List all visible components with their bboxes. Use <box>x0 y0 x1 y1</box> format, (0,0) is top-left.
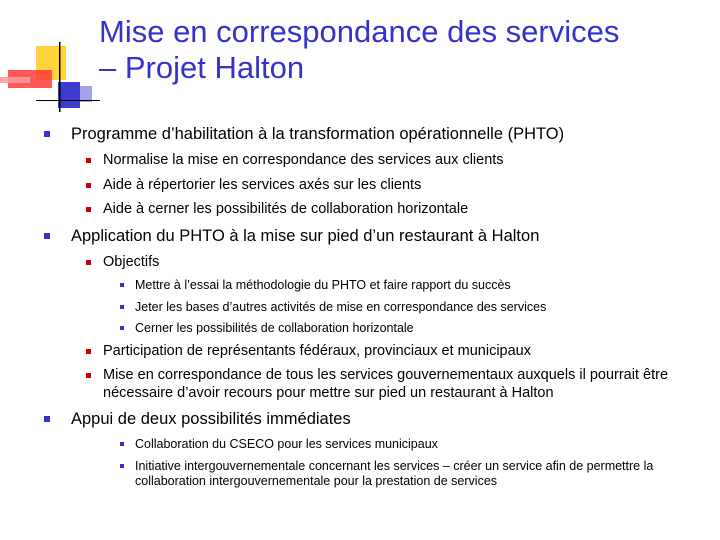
square-bullet-icon <box>86 207 91 212</box>
sub-bullet-item <box>0 343 720 361</box>
bullet-item <box>0 226 720 247</box>
square-bullet-icon <box>120 464 124 468</box>
sub-bullet-text: Objectifs <box>103 253 160 270</box>
square-bullet-icon <box>86 373 91 378</box>
square-bullet-icon <box>86 158 91 163</box>
sub-bullet-item <box>0 367 720 402</box>
bullet-text: Appui de deux possibilités immédiates <box>71 410 351 428</box>
sub-bullet-text: Normalise la mise en correspondance des services aux clients <box>103 152 504 168</box>
sub-sub-bullet-text: Cerner les possibilités de collaboration horizontale <box>135 321 414 335</box>
sub-bullet-text: Aide à répertorier les services axés sur les clients <box>103 176 422 193</box>
sub-bullet-item <box>0 254 720 272</box>
square-bullet-icon <box>86 260 91 265</box>
square-bullet-icon <box>44 416 50 422</box>
sub-bullet-item <box>0 177 720 195</box>
bullet-item <box>0 124 720 145</box>
sub-sub-bullet-item <box>0 437 720 453</box>
slide-title <box>99 14 704 86</box>
square-bullet-icon <box>44 131 50 137</box>
sub-sub-bullet-text: Jeter les bases d’autres activités de mise en correspondance des services <box>135 299 547 314</box>
square-bullet-icon <box>44 233 50 239</box>
vertical-line <box>59 42 61 112</box>
sub-sub-bullet-text: Initiative intergouvernementale concernant les services – créer un service afin de permettre la collaboration intergouvernementale pour la prestation de services <box>135 458 654 488</box>
square-bullet-icon <box>120 283 124 287</box>
square-bullet-icon <box>120 305 124 309</box>
sub-bullet-item <box>0 152 720 170</box>
sub-bullet-item <box>0 201 720 219</box>
blue-fade <box>80 86 92 102</box>
square-bullet-icon <box>120 326 124 330</box>
bullet-item <box>0 409 720 430</box>
slide-body <box>0 124 720 496</box>
sub-sub-bullet-text: Mettre à l’essai la méthodologie du PHTO et faire rapport du succès <box>135 278 511 292</box>
title-line-1: Mise en correspondance des services <box>99 14 620 49</box>
bullet-text: Application du PHTO à la mise sur pied d’un restaurant à Halton <box>71 226 540 245</box>
sub-bullet-text: Mise en correspondance de tous les services gouvernementaux auxquels il pourrait être nécessaire d’avoir recours pour mettre sur pied un restaurant à Halton <box>103 367 669 401</box>
pink-fade <box>0 77 30 83</box>
sub-bullet-text: Aide à cerner les possibilités de collaboration horizontale <box>103 201 469 217</box>
sub-sub-bullet-text: Collaboration du CSECO pour les services municipaux <box>135 437 438 451</box>
blue-square <box>58 82 80 108</box>
sub-sub-bullet-item <box>0 278 720 294</box>
sub-bullet-text: Participation de représentants fédéraux, provinciaux et municipaux <box>103 342 531 359</box>
corner-decoration <box>0 0 100 120</box>
sub-sub-bullet-item <box>0 459 720 490</box>
horizontal-line <box>36 100 100 101</box>
square-bullet-icon <box>120 442 124 446</box>
bullet-text: Programme d’habilitation à la transformation opérationnelle (PHTO) <box>71 125 565 143</box>
sub-sub-bullet-item <box>0 300 720 316</box>
sub-sub-bullet-item <box>0 321 720 337</box>
square-bullet-icon <box>86 349 91 354</box>
title-line-2: – Projet Halton <box>99 50 305 85</box>
square-bullet-icon <box>86 183 91 188</box>
